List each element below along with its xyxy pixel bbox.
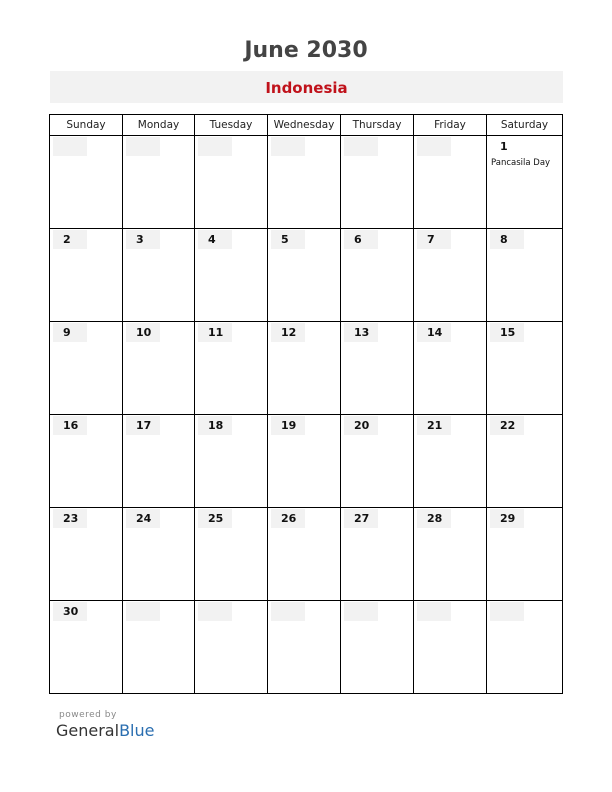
day-cell (414, 322, 487, 415)
day-cell (123, 136, 195, 229)
weekday-header: Saturday (487, 115, 563, 136)
week-row (50, 229, 563, 322)
day-cell (195, 136, 268, 229)
day-number (271, 602, 305, 621)
brand-logo (56, 721, 154, 740)
day-cell (487, 601, 563, 694)
day-cell (268, 322, 341, 415)
day-cell (268, 415, 341, 508)
day-cell (487, 415, 563, 508)
day-cell (341, 322, 414, 415)
day-number: 9 (53, 323, 87, 342)
day-cell (268, 601, 341, 694)
day-cell (487, 229, 563, 322)
week-row (50, 601, 563, 694)
day-number: 22 (490, 416, 524, 435)
day-cell (268, 229, 341, 322)
day-number: 4 (198, 230, 232, 249)
day-cell (123, 322, 195, 415)
day-number: 12 (271, 323, 305, 342)
day-number: 15 (490, 323, 524, 342)
day-number (271, 137, 305, 156)
day-cell (268, 508, 341, 601)
weekday-header-row (50, 115, 563, 136)
day-number: 14 (417, 323, 451, 342)
day-cell (195, 601, 268, 694)
day-number: 21 (417, 416, 451, 435)
brand-general: General (56, 721, 120, 740)
day-number: 19 (271, 416, 305, 435)
day-cell (123, 415, 195, 508)
week-row (50, 136, 563, 229)
holiday-label: Pancasila Day (491, 158, 551, 168)
day-cell (50, 415, 123, 508)
day-cell (414, 415, 487, 508)
week-row (50, 415, 563, 508)
day-number (417, 602, 451, 621)
day-number (126, 602, 160, 621)
day-cell (414, 136, 487, 229)
day-cell (50, 229, 123, 322)
weekday-header: Sunday (50, 115, 123, 136)
calendar-grid (49, 114, 563, 694)
day-cell (50, 601, 123, 694)
day-number: 6 (344, 230, 378, 249)
day-cell (123, 229, 195, 322)
day-cell (195, 415, 268, 508)
day-number: 27 (344, 509, 378, 528)
day-number: 13 (344, 323, 378, 342)
day-cell (341, 229, 414, 322)
day-cell (123, 508, 195, 601)
day-number: 1 (500, 140, 508, 153)
day-number: 7 (417, 230, 451, 249)
day-number: 30 (53, 602, 87, 621)
day-number: 16 (53, 416, 87, 435)
day-number (344, 602, 378, 621)
day-number: 11 (198, 323, 232, 342)
day-number: 23 (53, 509, 87, 528)
day-cell (195, 508, 268, 601)
day-cell (487, 508, 563, 601)
day-cell (50, 322, 123, 415)
day-cell (50, 508, 123, 601)
day-cell (341, 508, 414, 601)
day-number: 8 (490, 230, 524, 249)
week-row (50, 508, 563, 601)
day-number: 29 (490, 509, 524, 528)
country-name: Indonesia (265, 79, 348, 97)
day-number: 18 (198, 416, 232, 435)
day-number (198, 137, 232, 156)
day-number (198, 602, 232, 621)
day-number: 3 (126, 230, 160, 249)
day-number: 5 (271, 230, 305, 249)
weekday-header: Thursday (341, 115, 414, 136)
day-cell (268, 136, 341, 229)
brand-blue: Blue (119, 721, 155, 740)
day-number (53, 137, 87, 156)
day-number: 20 (344, 416, 378, 435)
week-row (50, 322, 563, 415)
day-cell (341, 601, 414, 694)
day-number: 24 (126, 509, 160, 528)
day-number: 26 (271, 509, 305, 528)
country-banner (50, 71, 563, 103)
weekday-header: Monday (123, 115, 195, 136)
day-number: 2 (53, 230, 87, 249)
day-cell (195, 229, 268, 322)
day-number: 10 (126, 323, 160, 342)
day-cell (195, 322, 268, 415)
day-cell (414, 508, 487, 601)
day-cell (341, 136, 414, 229)
day-cell (414, 229, 487, 322)
weekday-header: Wednesday (268, 115, 341, 136)
day-number: 25 (198, 509, 232, 528)
weekday-header: Friday (414, 115, 487, 136)
day-cell (487, 322, 563, 415)
day-cell (487, 136, 563, 229)
day-number (344, 137, 378, 156)
powered-by-label: powered by (59, 710, 117, 720)
day-number: 17 (126, 416, 160, 435)
day-cell (414, 601, 487, 694)
day-number (490, 602, 524, 621)
day-cell (50, 136, 123, 229)
day-cell (123, 601, 195, 694)
weekday-header: Tuesday (195, 115, 268, 136)
day-number (417, 137, 451, 156)
day-number (126, 137, 160, 156)
page-title: June 2030 (244, 38, 368, 63)
day-number: 28 (417, 509, 451, 528)
day-cell (341, 415, 414, 508)
